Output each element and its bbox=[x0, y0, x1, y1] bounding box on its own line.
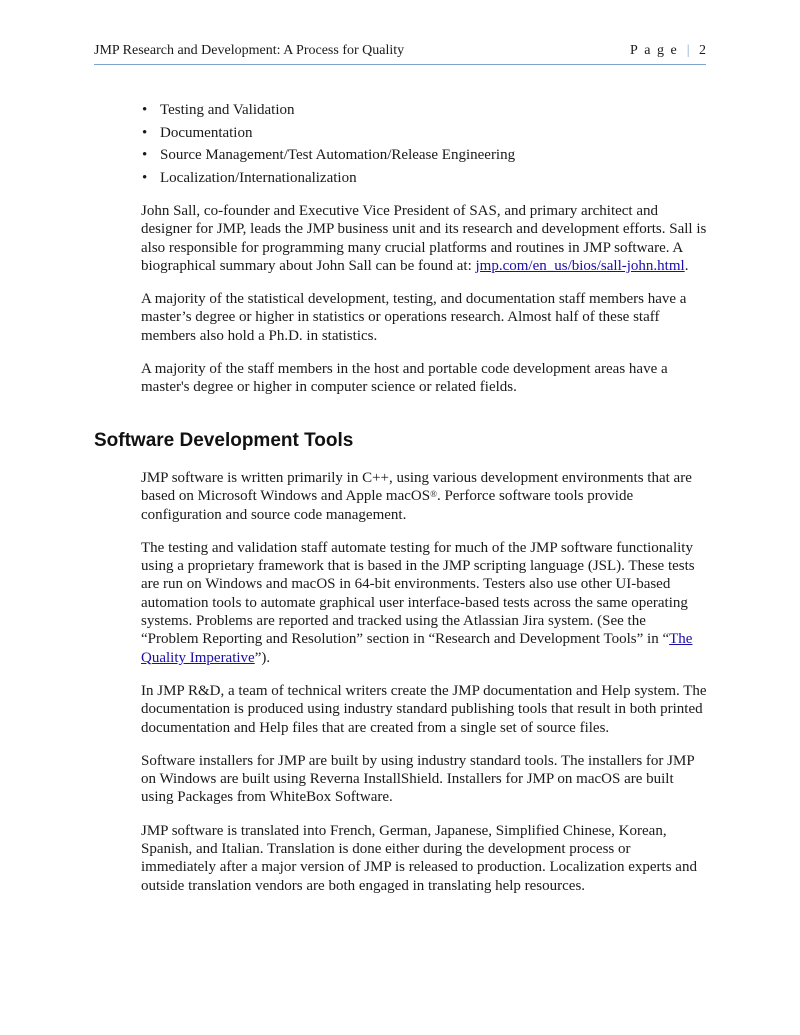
bullet-icon: • bbox=[142, 169, 148, 186]
list-item: • Localization/Internationalization bbox=[142, 169, 357, 186]
languages-paragraph: JMP software is written primarily in C++, using various development environments that are based on Microsoft Windows and Apple macOS®. Perforce software tools provide configuration and source code management. bbox=[141, 470, 692, 523]
page-header bbox=[94, 42, 706, 65]
stats-staff-paragraph: A majority of the statistical development, testing, and documentation staff members have a master’s degree or higher in statistics or operations research. Almost half of these staff members also hold a Ph.D. in statistics. bbox=[141, 291, 687, 344]
documentation-paragraph: In JMP R&D, a team of technical writers create the JMP documentation and Help system. The documentation is produced using industry standard publishing tools that result in both printed documentation and Help files that are created from a single set of source files. bbox=[141, 682, 707, 736]
bullet-icon: • bbox=[142, 147, 148, 163]
list-item: • Testing and Validation bbox=[142, 102, 295, 118]
sall-paragraph: John Sall, co-founder and Executive Vice President of SAS, and primary architect and designer for JMP, leads the JMP business unit and its research and development efforts. Sall is also responsible for programming many crucial platforms and routines in JMP software. A biographical summary about John Sall can be found at: jmp.com/en_us/bios/sall-john.html. bbox=[141, 203, 707, 274]
translation-paragraph: JMP software is translated into French, German, Japanese, Simplified Chinese, Korean, Spanish, and Italian. Translation is done either during the development process or immediately after a major version of JMP is released to production. Localization experts and outside translation vendors are both engaged in translating help resources. bbox=[141, 822, 697, 894]
bullet-icon: • bbox=[142, 102, 148, 118]
registered-mark: ® bbox=[430, 489, 437, 500]
sall-bio-link[interactable]: jmp.com/en_us/bios/sall-john.html bbox=[475, 257, 685, 274]
testing-paragraph: The testing and validation staff automate testing for much of the JMP software functionality using a proprietary framework that is based in the JMP scripting language (JSL). These tests are run on Windows and macOS in 64-bit environments. Testers also use other UI-based automation tools to automate graphical user interface-based tests across the same operating systems. Problems are reported and tracked using the Atlassian Jira system. (See the “Problem Reporting and Resolution” section in “Research and Development Tools” in “The Quality Imperative”). bbox=[141, 539, 695, 666]
page-number: 2 bbox=[699, 43, 706, 58]
section-heading: Software Development Tools bbox=[94, 430, 354, 451]
team-areas-list bbox=[141, 101, 707, 191]
page-number-label bbox=[630, 43, 706, 59]
page-word: Page bbox=[629, 43, 684, 58]
header-title: JMP Research and Development: A Process for Quality bbox=[94, 43, 405, 58]
list-item: • Source Management/Test Automation/Release Engineering bbox=[142, 147, 516, 163]
tools-content bbox=[141, 469, 707, 895]
list-item: • Documentation bbox=[142, 124, 253, 141]
bullet-icon: • bbox=[142, 124, 148, 141]
page-separator: | bbox=[686, 43, 690, 58]
code-staff-paragraph: A majority of the staff members in the host and portable code development areas have a master's degree or higher in computer science or related fields. bbox=[141, 361, 668, 396]
intro-content bbox=[141, 101, 707, 397]
quality-imperative-link[interactable]: The Quality Imperative bbox=[141, 631, 693, 666]
installers-paragraph: Software installers for JMP are built by using industry standard tools. The installers for JMP on Windows are built using Reverna InstallShield. Installers for JMP on macOS are built using Packages from WhiteBox Software. bbox=[141, 752, 695, 806]
